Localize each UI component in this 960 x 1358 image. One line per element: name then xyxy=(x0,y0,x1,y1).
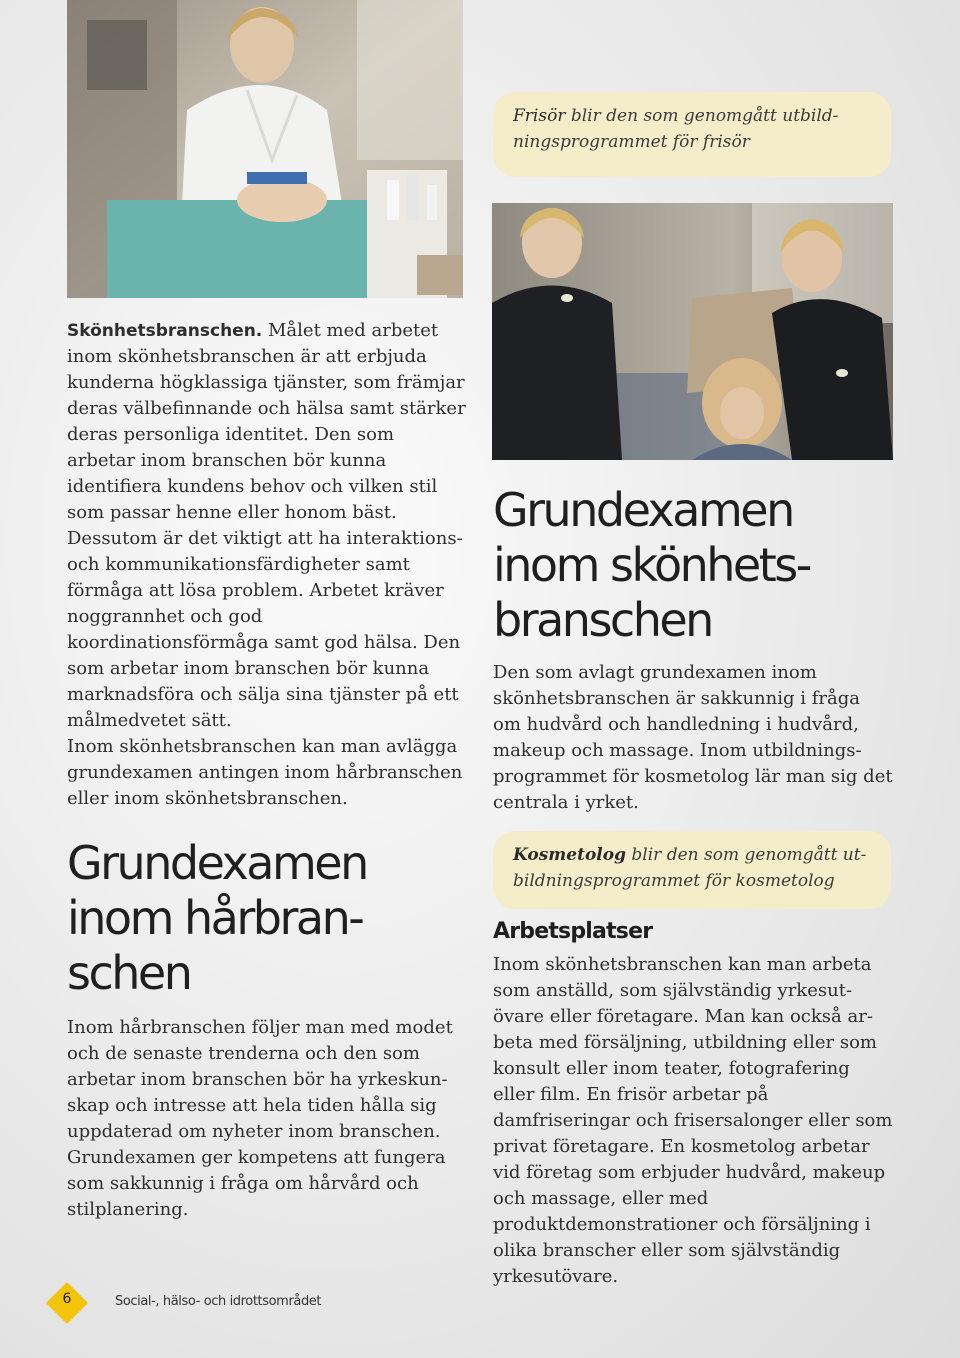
heading-hair xyxy=(67,836,467,1001)
caption-frisor xyxy=(493,92,891,177)
heading-beauty-line-1: Grundexamen xyxy=(493,483,793,537)
photo-beautician-treatment xyxy=(67,0,463,298)
left-paragraph-2 xyxy=(67,734,467,812)
intro-text: Målet med arbetet inom skönhetsbranschen är att erbjuda kunderna högklassiga tjänster, som främjar deras välbefinnande och hälsa samt stärker deras personliga identitet. Den som arbetar inom branschen bör kunna identifiera kundens behov och vilken stil som passar henne eller honom bäst. Dessutom är det viktigt att ha interaktions- och kommunikationsfärdigheter samt förmåga att lösa problem. Arbetet kräver noggrannhet och god koordinationsförmåga samt god hälsa. Den som arbetar inom branschen bör kunna marknadsföra och sälja sina tjänster på ett målmedvetet sätt. xyxy=(67,320,466,731)
beauty-body-text: Den som avlagt grundexamen inom skönhetsbranschen är sakkunnig i fråga om hudvård och handledning i hudvård, makeup och massage. Inom utbildningsprogrammet för kosmetolog lär man sig det centrala i yrket. xyxy=(493,662,893,813)
caption-kosmetolog xyxy=(493,831,891,909)
heading-hair-line-3: schen xyxy=(67,946,191,1000)
workplaces-body xyxy=(493,952,893,1290)
workplaces-body-text: Inom skönhetsbranschen kan man arbeta som anställd, som självständig yrkesutövare eller företagare. Man kan också arbeta med försäljning, utbildning eller som konsult eller inom teater, fotografering eller film. En frisör arbetar på damfriseringar och frisersalonger eller som privat företagare. En kosmetolog arbetar vid företag som erbjuder hudvård, makeup och massage, eller med produktdemonstrationer och försäljning i olika branscher eller som självständig yrkesutövare. xyxy=(493,954,893,1287)
hair-body xyxy=(67,1015,467,1223)
page-number: 6 xyxy=(62,1291,72,1307)
heading-hair-line-1: Grundexamen xyxy=(67,836,367,890)
heading-beauty-line-3: branschen xyxy=(493,593,712,647)
heading-beauty xyxy=(493,483,893,648)
caption-frisor-lead: Frisör xyxy=(513,106,566,126)
beauty-body xyxy=(493,660,893,816)
workplaces-title: Arbetsplatser xyxy=(493,919,653,944)
intro-lead: Skönhetsbranschen. xyxy=(67,321,263,341)
hair-body-text: Inom hårbranschen följer man med modet och de senaste trenderna och den som arbetar inom branschen bör ha yrkeskunskap och intresse att hela tiden hålla sig uppdaterad om nyheter inom branschen. Grundexamen ger kompetens att fungera som sakkunnig i fråga om hårvård och stilplanering. xyxy=(67,1017,453,1220)
caption-kosmetolog-text: blir den som genomgått utbildningsprogrammet för kosmetolog xyxy=(513,845,867,891)
footer-section-name: Social-, hälso- och idrottsområdet xyxy=(115,1294,322,1309)
caption-kosmetolog-lead: Kosmetolog xyxy=(513,845,626,865)
left-paragraph-2-text: Inom skönhetsbranschen kan man avlägga grundexamen antingen inom hårbranschen eller inom skönhetsbranschen. xyxy=(67,736,463,809)
heading-hair-line-2: inom hårbran- xyxy=(67,891,363,945)
left-intro-paragraph xyxy=(67,318,467,734)
photo-hairdressers xyxy=(492,203,893,460)
heading-beauty-line-2: inom skönhets- xyxy=(493,538,810,592)
caption-frisor-text: blir den som genomgått utbildningsprogrammet för frisör xyxy=(513,106,839,152)
